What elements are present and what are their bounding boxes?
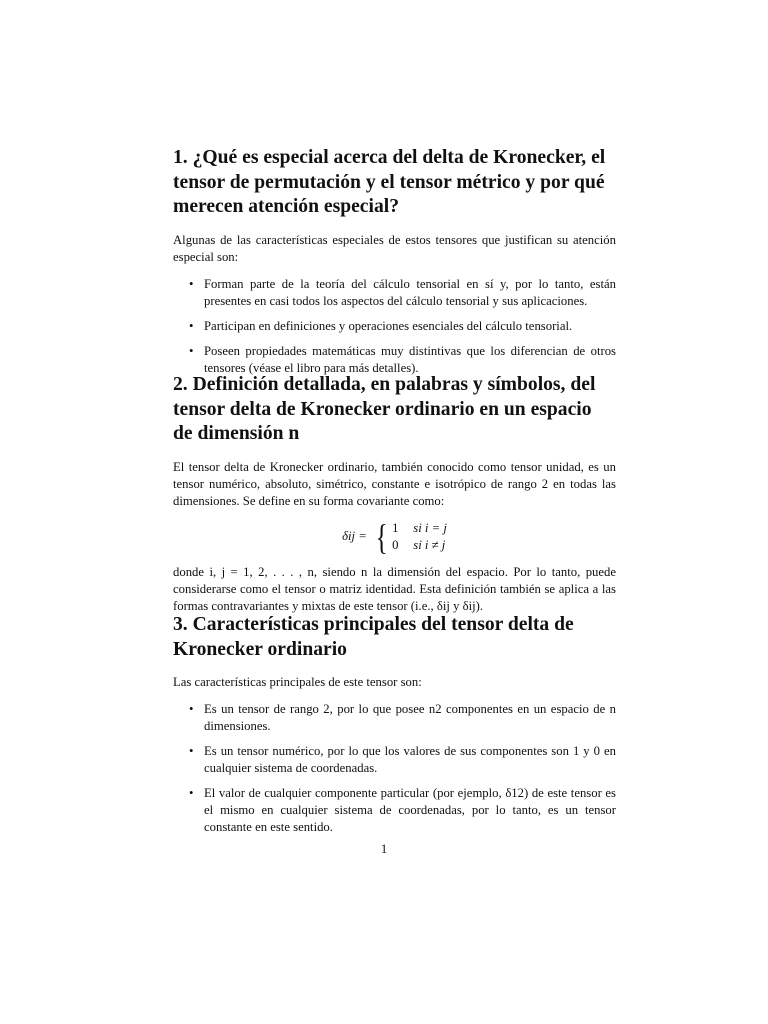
section-2-intro: El tensor delta de Kronecker ordinario, también conocido como tensor unidad, es un tensor numérico, absoluto, simétrico, constante e isotrópico de rango 2 en todas las dimensiones. Se define en su forma covariante como: <box>173 459 616 508</box>
list-item-text: Forman parte de la teoría del cálculo tensorial en sí y, por lo tanto, están presentes en casi todos los aspectos del cálculo tensorial y sus aplicaciones. <box>204 276 616 308</box>
equation-cases <box>392 520 447 554</box>
section-1-intro: Algunas de las características especiales de estos tensores que justifican su atención especial son: <box>173 232 616 264</box>
section-3-bullet-list <box>173 701 616 836</box>
section-3-heading: 3. Características principales del tensor delta de Kronecker ordinario <box>173 614 574 660</box>
section-1-bullet-list <box>173 276 616 377</box>
bullet-icon: • <box>189 318 194 333</box>
list-item-text: Es un tensor de rango 2, por lo que posee n2 componentes en un espacio de n dimensiones. <box>204 702 616 733</box>
list-item <box>173 701 616 735</box>
case-condition: si i = j <box>413 520 447 535</box>
list-item-text: Participan en definiciones y operaciones esenciales del cálculo tensorial. <box>204 318 573 333</box>
list-item <box>173 318 616 335</box>
list-item <box>173 743 616 777</box>
section-3-intro: Las características principales de este tensor son: <box>173 675 422 689</box>
page-number: 1 <box>380 842 388 856</box>
list-item <box>173 343 616 377</box>
kronecker-delta-equation <box>173 516 616 557</box>
bullet-icon: • <box>189 786 194 800</box>
section-1-heading: 1. ¿Qué es especial acerca del delta de Kronecker, el tensor de permutación y el tensor métrico y por qué merecen atención especial? <box>173 147 606 217</box>
bullet-icon: • <box>189 744 194 758</box>
section-1 <box>173 146 616 385</box>
section-2-after-equation: donde i, j = 1, 2, . . . , n, siendo n la dimensión del espacio. Por lo tanto, puede considerarse como el tensor o matriz identidad. Esta definición también se aplica a las formas contravariantes y mixtas de este tensor (i.e., δij y δij). <box>173 564 616 613</box>
list-item <box>173 785 616 836</box>
section-2 <box>173 373 616 615</box>
list-item <box>173 276 616 310</box>
case-condition: si i ≠ j <box>413 537 446 552</box>
case-value: 1 <box>392 520 399 535</box>
list-item-text: El valor de cualquier componente particular (por ejemplo, δ12) de este tensor es el mismo en cualquier sistema de coordenadas, por lo tanto, es un tensor constante en este sentido. <box>204 786 616 834</box>
left-brace-icon: { <box>375 516 388 557</box>
bullet-icon: • <box>189 276 194 291</box>
equation-lhs: δij = <box>342 529 367 543</box>
case-value: 0 <box>392 537 399 552</box>
section-3 <box>173 613 616 844</box>
equation-case-row <box>392 537 447 554</box>
list-item-text: Es un tensor numérico, por lo que los valores de sus componentes son 1 y 0 en cualquier sistema de coordenadas. <box>204 744 616 775</box>
list-item-text: Poseen propiedades matemáticas muy distintivas que los diferencian de otros tensores (véase el libro para más detalles). <box>204 343 616 375</box>
bullet-icon: • <box>189 343 194 358</box>
bullet-icon: • <box>189 702 194 716</box>
section-2-heading: 2. Definición detallada, en palabras y símbolos, del tensor delta de Kronecker ordinario en un espacio de dimensión n <box>173 374 596 444</box>
equation-case-row <box>392 520 447 537</box>
